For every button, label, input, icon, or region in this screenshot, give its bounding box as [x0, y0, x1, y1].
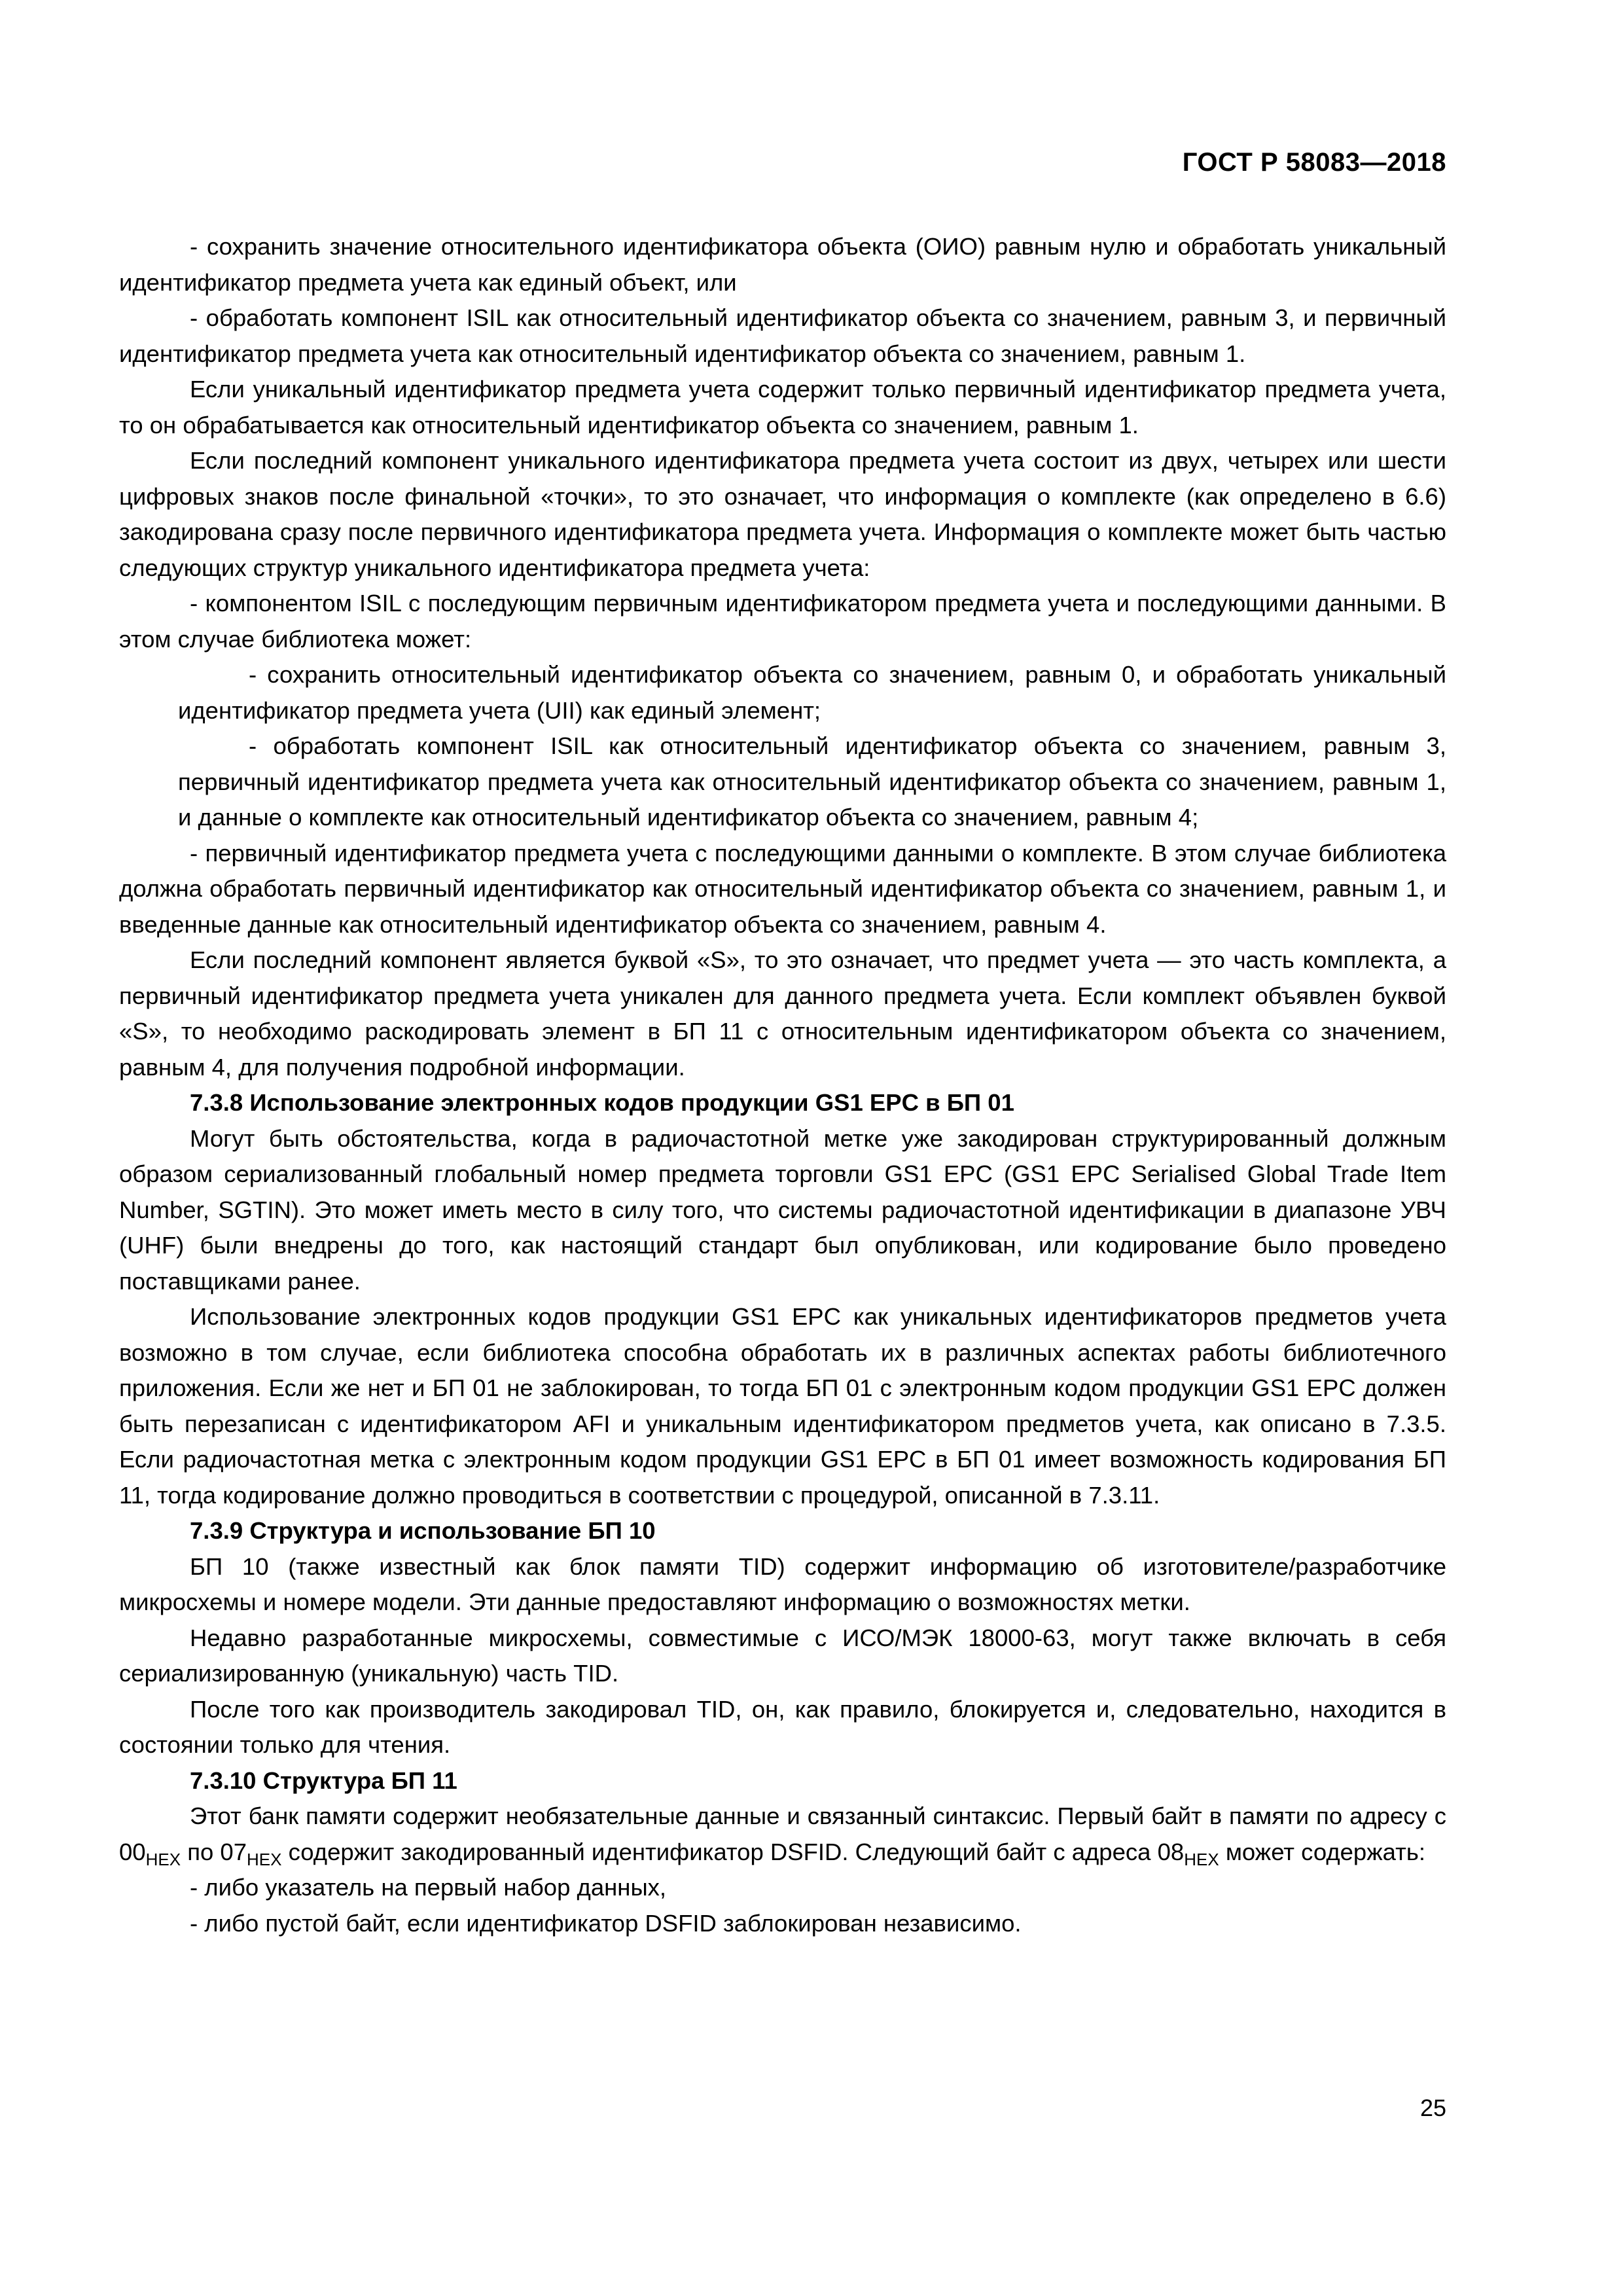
hex-subscript: HEX	[1184, 1849, 1219, 1869]
list-item: - компонентом ISIL с последующим первичным идентификатором предмета учета и последующими данными. В этом случае библиотека может:	[119, 590, 1446, 653]
text-run: Этот банк памяти содержит необязательные данные и связанный синтаксис. Первый байт в памяти по адресу с 00	[119, 1803, 1446, 1865]
text-run: по 07	[181, 1838, 247, 1865]
text-run: может содержать:	[1219, 1838, 1426, 1865]
paragraph: Если уникальный идентификатор предмета учета содержит только первичный идентификатор предмета учета, то он обрабатывается как относительный идентификатор объекта со значением, равным 1.	[119, 376, 1446, 439]
paragraph: Недавно разработанные микросхемы, совместимые с ИСО/МЭК 18000-63, могут также включать в себя сериализированную (уникальную) часть TID.	[119, 1624, 1446, 1687]
list-item: - первичный идентификатор предмета учета с последующими данными о комплекте. В этом случае библиотека должна обработать первичный идентификатор как относительный идентификатор объекта со значением, равным 1, и введенные данные как относительный идентификатор объекта со значением, равным 4.	[119, 839, 1446, 938]
section-heading-7-3-9: 7.3.9 Структура и использование БП 10	[190, 1517, 656, 1544]
paragraph: БП 10 (также известный как блок памяти TID) содержит информацию об изготовителе/разработчике микросхемы и номере модели. Эти данные предоставляют информацию о возможностях метки.	[119, 1552, 1446, 1615]
paragraph: Использование электронных кодов продукции GS1 EPC как уникальных идентификаторов предметов учета возможно в том случае, если библиотека способна обработать их в различных аспектах работы библиотечного приложения. Если же нет и БП 01 не заблокирован, то тогда БП 01 с электронным кодом продукции GS1 EPC должен быть перезаписан с идентификатором AFI и уникальным идентификатором предметов учета, как описано в 7.3.5. Если радиочастотная метка с электронным кодом продукции GS1 EPC в БП 01 имеет возможность кодирования БП 11, тогда кодирование должно проводиться в соответствии с процедурой, описанной в 7.3.11.	[119, 1303, 1446, 1509]
paragraph: Если последний компонент является буквой «S», то это означает, что предмет учета — это часть комплекта, а первичный идентификатор предмета учета уникален для данного предмета учета. Если комплект объявлен буквой «S», то необходимо раскодировать элемент в БП 11 с относительным идентификатором объекта со значением, равным 4, для получения подробной информации.	[119, 946, 1446, 1081]
paragraph: Если последний компонент уникального идентификатора предмета учета состоит из двух, четырех или шести цифровых знаков после финальной «точки», то это означает, что информация о комплекте (как определено в 6.6) закодирована сразу после первичного идентификатора предмета учета. Информация о комплекте может быть частью следующих структур уникального идентификатора предмета учета:	[119, 447, 1446, 581]
sub-list-item: - обработать компонент ISIL как относительный идентификатор объекта со значением, равным 3, первичный идентификатор предмета учета как относительный идентификатор объекта со значением, равным 1, и данные о комплекте как относительный идентификатор объекта со значением, равным 4;	[178, 732, 1446, 831]
text-run: содержит закодированный идентификатор DSFID. Следующий байт с адреса 08	[281, 1838, 1185, 1865]
section-heading-7-3-10: 7.3.10 Структура БП 11	[190, 1767, 457, 1794]
list-item: - либо указатель на первый набор данных,	[190, 1874, 667, 1901]
sub-list-item: - сохранить относительный идентификатор объекта со значением, равным 0, и обработать уникальный идентификатор предмета учета (UII) как единый элемент;	[178, 661, 1446, 724]
hex-subscript: HEX	[145, 1849, 181, 1869]
paragraph: - обработать компонент ISIL как относительный идентификатор объекта со значением, равным 3, и первичный идентификатор предмета учета как относительный идентификатор объекта со значением, равным 1.	[119, 304, 1446, 367]
hex-subscript: HEX	[247, 1849, 282, 1869]
paragraph-hex-addresses	[119, 1799, 1446, 1870]
page-number: 25	[1419, 2094, 1446, 2121]
paragraph: - сохранить значение относительного идентификатора объекта (ОИО) равным нулю и обработать уникальный идентификатор предмета учета как единый объект, или	[119, 233, 1446, 296]
paragraph: Могут быть обстоятельства, когда в радиочастотной метке уже закодирован структурированный должным образом сериализованный глобальный номер предмета торговли GS1 EPC (GS1 EPC Serialised Global Trade Item Number, SGTIN). Это может иметь место в силу того, что системы радиочастотной идентификации в диапазоне УВЧ (UHF) были внедрены до того, как настоящий стандарт был опубликован, или кодирование было проведено поставщиками ранее.	[119, 1124, 1446, 1295]
paragraph: После того как производитель закодировал TID, он, как правило, блокируется и, следовательно, находится в состоянии только для чтения.	[119, 1695, 1446, 1758]
section-heading-7-3-8: 7.3.8 Использование электронных кодов продукции GS1 EPC в БП 01	[190, 1089, 1014, 1116]
list-item: - либо пустой байт, если идентификатор DSFID заблокирован независимо.	[190, 1909, 1022, 1937]
document-header: ГОСТ Р 58083—2018	[1182, 148, 1446, 177]
document-body	[119, 229, 1446, 1941]
